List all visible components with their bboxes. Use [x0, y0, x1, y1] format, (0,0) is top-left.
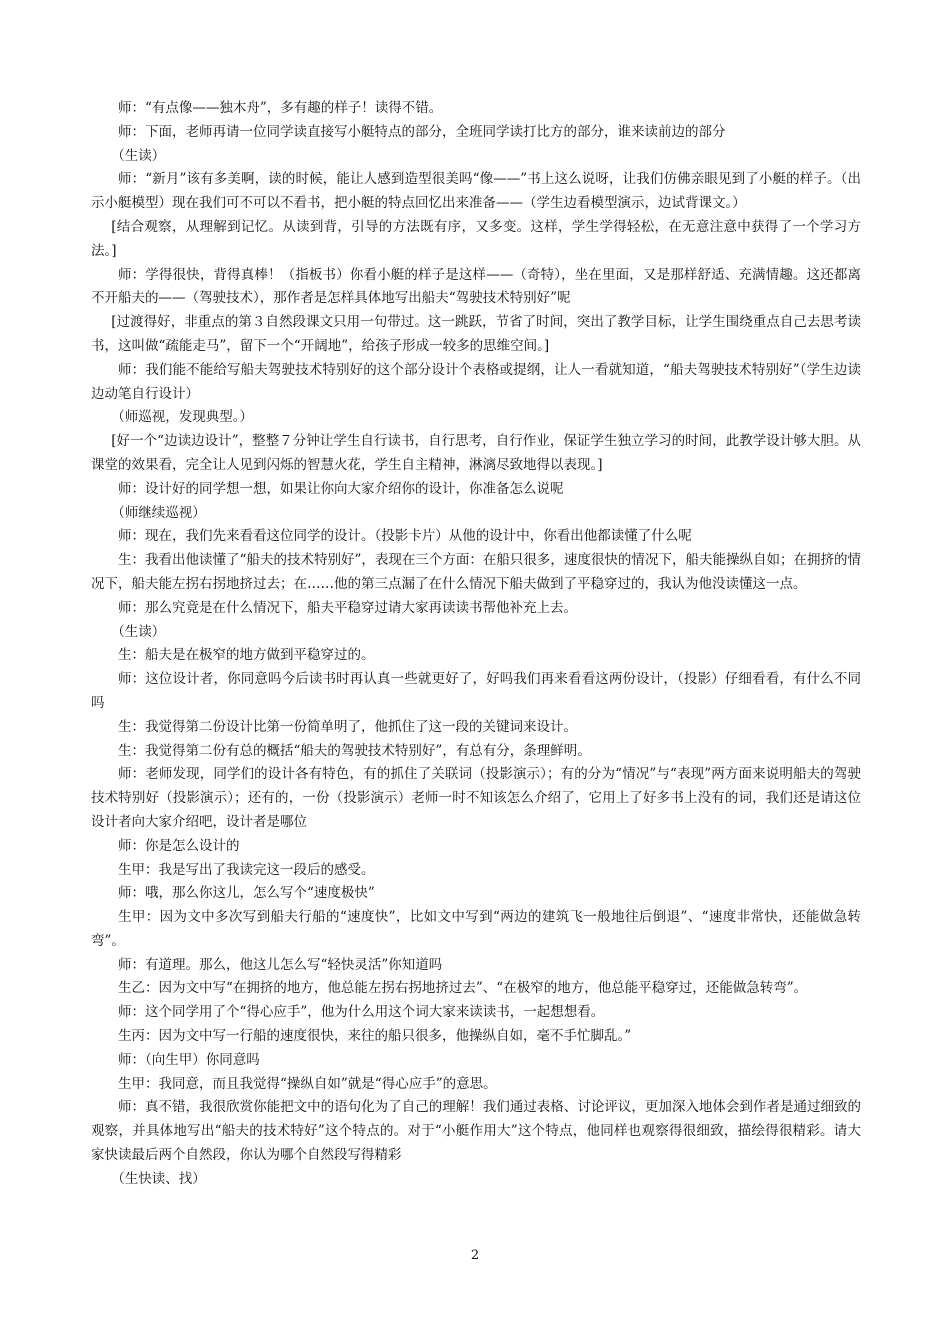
paragraph-9-stage-direction: （师巡视，发现典型。） — [111, 409, 253, 426]
paragraph-3-stage-direction: （生读） — [111, 147, 166, 164]
page-number: 2 — [470, 1248, 480, 1263]
paragraph-16-stage-direction: （生读） — [111, 623, 166, 640]
paragraph-10-commentary: [好一个“边读边设计”，整整７分钟让学生自行读书，自行思考，自行作业，保证学生独立学习的时间，此教学设计够大胆。从课堂的效果看，完全让人见到闪烁的智慧火花，学生自主精神，淋漓尽致地得以表现。] — [91, 433, 861, 473]
paragraph-5-commentary: [结合观察，从理解到记忆。从读到背，引导的方法既有序，又多变。这样，学生学得轻松，在无意注意中获得了一个学习方法。] — [91, 218, 861, 259]
paragraph-7-commentary: [过渡得好，非重点的第３自然段课文只用一句带过。这一跳跃，节省了时间，突出了教学目标，让学生围绕重点自己去思考读书，这叫做“疏能走马”，留下一个“开阔地”，给孩子形成一较多的思维空间。] — [91, 314, 861, 354]
paragraph-15: 师：那么究竟是在什么情况下，船夫平稳穿过请大家再读读书帮他补充上去。 — [118, 599, 577, 616]
paragraph-21: 师：老师发现，同学们的设计各有特色，有的抓住了关联词（投影演示）；有的分为“情况”与“表现”两方面来说明船夫的驾驶技术特别好（投影演示）；还有的，一份（投影演示）老师一时不知该怎么介绍了，它用上了好多书上没有的词，我们还是请这位设计者向大家介绍吧，设计者是哪位 — [91, 766, 861, 830]
paragraph-29: 生丙：因为文中写一行船的速度很快，来往的船只很多，他操纵自如，毫不手忙脚乱。” — [118, 1028, 632, 1045]
paragraph-31: 生甲：我同意，而且我觉得“操纵自如”就是“得心应手”的意思。 — [118, 1075, 497, 1092]
paragraph-28: 师：这个同学用了个“得心应手”，他为什么用这个词大家来读读书，一起想想看。 — [118, 1004, 605, 1021]
paragraph-17: 生：船夫是在极窄的地方做到平稳穿过的。 — [118, 647, 375, 664]
paragraph-13: 师：现在，我们先来看看这位同学的设计。（投影卡片）从他的设计中，你看出他都读懂了什么呢 — [118, 528, 692, 545]
paragraph-25: 生甲：因为文中多次写到船夫行船的“速度快”，比如文中写到“两边的建筑飞一般地往后倒退”、“速度非常快，还能做急转弯”。 — [91, 909, 861, 949]
paragraph-18: 师：这位设计者，你同意吗今后读书时再认真一些就更好了，好吗我们再来看看这两份设计，（投影）仔细看看，有什么不同吗 — [91, 671, 861, 711]
paragraph-14: 生：我看出他读懂了“船夫的技术特别好”，表现在三个方面：在船只很多，速度很快的情况下，船夫能操纵自如；在拥挤的情况下，船夫能左拐右拐地挤过去；在……他的第三点漏了在什么情况下船夫做到了平稳穿过的，我认为他没读懂这一点。 — [91, 552, 861, 592]
paragraph-22: 师：你是怎么设计的 — [118, 837, 240, 854]
paragraph-11: 师：设计好的同学想一想，如果让你向大家介绍你的设计，你准备怎么说呢 — [118, 480, 564, 497]
paragraph-27: 生乙：因为文中写“在拥挤的地方，他总能左拐右拐地挤过去”、“在极窄的地方，他总能平稳穿过，还能做急转弯”。 — [118, 980, 808, 997]
paragraph-1: 师：“有点像——独木舟”，多有趣的样子！读得不错。 — [118, 100, 443, 116]
paragraph-23: 生甲：我是写出了我读完这一段后的感受。 — [118, 861, 375, 878]
document-body — [91, 97, 861, 1192]
paragraph-8: 师：我们能不能给写船夫驾驶技术特别好的这个部分设计个表格或提纲，让人一看就知道，“船夫驾驶技术特别好”（学生边读边动笔自行设计） — [91, 361, 861, 402]
paragraph-19: 生：我觉得第二份设计比第一份简单明了，他抓住了这一段的关键词来设计。 — [118, 718, 577, 735]
paragraph-24: 师：哦，那么你这儿，怎么写个“速度极快” — [118, 885, 375, 902]
paragraph-30: 师：（向生甲）你同意吗 — [118, 1051, 260, 1068]
paragraph-32: 师：真不错，我很欣赏你能把文中的语句化为了自己的理解！我们通过表格、讨论评议，更加深入地体会到作者是通过细致的观察，并具体地写出“船夫的技术特好”这个特点的。对于“小艇作用大”这个特点，他同样也观察得很细致，描绘得很精彩。请大家快读最后两个自然段，你认为哪个自然段写得精彩 — [91, 1099, 861, 1164]
paragraph-12-stage-direction: （师继续巡视） — [111, 504, 206, 521]
paragraph-33-stage-direction: （生快读、找） — [111, 1170, 206, 1187]
paragraph-20: 生：我觉得第二份有总的概括“船夫的驾驶技术特别好”，有总有分，条理鲜明。 — [118, 742, 591, 759]
paragraph-4: 师：“新月”该有多美啊，读的时候，能让人感到造型很美吗“像——”书上这么说呀，让我们仿佛亲眼见到了小艇的样子。（出示小艇模型）现在我们可不可以不看书，把小艇的特点回忆出来准备——（学生边看模型演示，边试背课文。） — [91, 171, 861, 212]
paragraph-6: 师：学得很快，背得真棒！（指板书）你看小艇的样子是这样——（奇特），坐在里面，又是那样舒适、充满情趣。这还都离不开船夫的——（驾驶技术），那作者是怎样具体地写出船夫“驾驶技术特别好”呢 — [91, 266, 861, 307]
paragraph-26: 师：有道理。那么，他这儿怎么写“轻快灵活”你知道吗 — [118, 956, 443, 973]
paragraph-2: 师：下面，老师再请一位同学读直接写小艇特点的部分，全班同学读打比方的部分，谁来读前边的部分 — [118, 123, 726, 140]
